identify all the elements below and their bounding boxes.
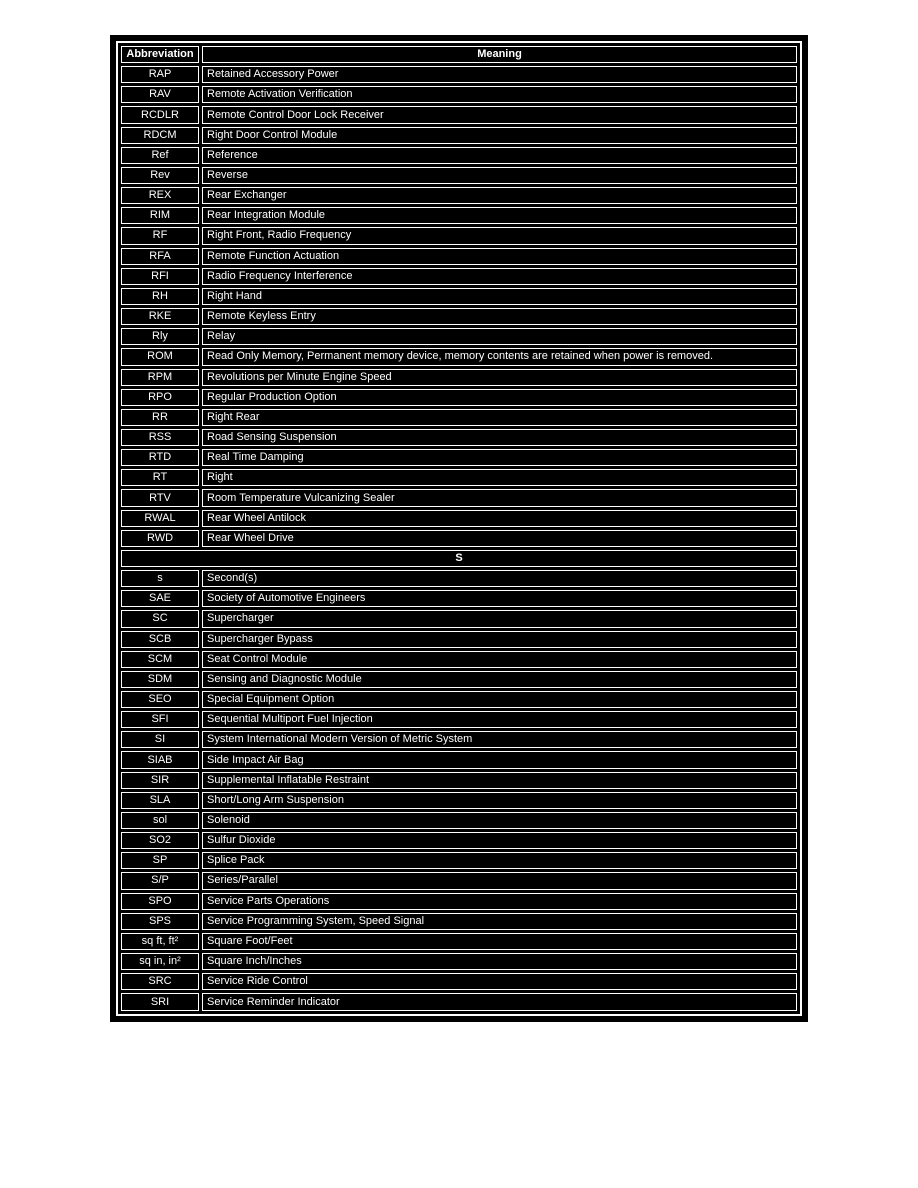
meaning-cell: Square Foot/Feet	[202, 933, 797, 950]
table-row	[121, 308, 797, 325]
meaning-cell: Series/Parallel	[202, 872, 797, 889]
meaning-cell: Real Time Damping	[202, 449, 797, 466]
meaning-cell: Rear Integration Module	[202, 207, 797, 224]
table-row	[121, 147, 797, 164]
abbreviation-cell: RPO	[121, 389, 199, 406]
meaning-cell: Right Door Control Module	[202, 127, 797, 144]
meaning-cell: Remote Control Door Lock Receiver	[202, 106, 797, 123]
meaning-cell: Sulfur Dioxide	[202, 832, 797, 849]
table-header-row	[121, 46, 797, 63]
abbreviation-cell: SI	[121, 731, 199, 748]
abbreviation-cell: RAV	[121, 86, 199, 103]
abbreviation-cell: SFI	[121, 711, 199, 728]
table-row	[121, 893, 797, 910]
abbreviation-cell: s	[121, 570, 199, 587]
abbreviation-cell: SIR	[121, 772, 199, 789]
table-row	[121, 610, 797, 627]
table-row	[121, 449, 797, 466]
meaning-cell: Radio Frequency Interference	[202, 268, 797, 285]
table-row	[121, 913, 797, 930]
table-row	[121, 631, 797, 648]
abbreviation-cell: Rev	[121, 167, 199, 184]
abbreviation-cell: RAP	[121, 66, 199, 83]
meaning-cell: Supplemental Inflatable Restraint	[202, 772, 797, 789]
abbreviation-cell: SC	[121, 610, 199, 627]
meaning-cell: Rear Wheel Antilock	[202, 510, 797, 527]
table-row	[121, 348, 797, 365]
table-row	[121, 328, 797, 345]
table-row	[121, 66, 797, 83]
meaning-cell: Reference	[202, 147, 797, 164]
meaning-cell: Splice Pack	[202, 852, 797, 869]
meaning-cell: Sensing and Diagnostic Module	[202, 671, 797, 688]
abbreviation-column-header: Abbreviation	[121, 46, 199, 63]
abbreviation-cell: Ref	[121, 147, 199, 164]
table-row	[121, 993, 797, 1011]
abbreviation-cell: RWD	[121, 530, 199, 547]
table-row	[121, 469, 797, 486]
table-row	[121, 832, 797, 849]
abbreviation-cell: SCM	[121, 651, 199, 668]
abbreviation-cell: RR	[121, 409, 199, 426]
abbreviation-cell: SPS	[121, 913, 199, 930]
table-row	[121, 530, 797, 547]
abbreviation-cell: sq ft, ft²	[121, 933, 199, 950]
table-row	[121, 671, 797, 688]
abbreviation-cell: sq in, in²	[121, 953, 199, 970]
table-row	[121, 187, 797, 204]
abbreviation-table	[116, 41, 802, 1016]
abbreviation-cell: SDM	[121, 671, 199, 688]
table-row	[121, 86, 797, 103]
meaning-cell: System International Modern Version of Metric System	[202, 731, 797, 748]
meaning-cell: Supercharger	[202, 610, 797, 627]
meaning-cell: Room Temperature Vulcanizing Sealer	[202, 489, 797, 506]
table-row	[121, 288, 797, 305]
table-row	[121, 852, 797, 869]
meaning-cell: Solenoid	[202, 812, 797, 829]
meaning-cell: Seat Control Module	[202, 651, 797, 668]
abbreviation-table-block	[110, 35, 808, 1022]
abbreviation-cell: RTD	[121, 449, 199, 466]
table-row	[121, 953, 797, 970]
abbreviation-cell: RFI	[121, 268, 199, 285]
section-header-cell: S	[121, 550, 797, 567]
table-row	[121, 772, 797, 789]
meaning-cell: Short/Long Arm Suspension	[202, 792, 797, 809]
table-row	[121, 711, 797, 728]
abbreviation-cell: RKE	[121, 308, 199, 325]
meaning-cell: Square Inch/Inches	[202, 953, 797, 970]
table-row	[121, 691, 797, 708]
meaning-cell: Read Only Memory, Permanent memory device, memory contents are retained when power is removed.	[202, 348, 797, 365]
meaning-cell: Service Reminder Indicator	[202, 993, 797, 1011]
abbreviation-cell: S/P	[121, 872, 199, 889]
table-row	[121, 510, 797, 527]
table-row	[121, 973, 797, 990]
abbreviation-cell: RWAL	[121, 510, 199, 527]
abbreviation-table-body	[121, 46, 797, 1011]
table-row	[121, 248, 797, 265]
table-row	[121, 812, 797, 829]
meaning-cell: Retained Accessory Power	[202, 66, 797, 83]
abbreviation-cell: ROM	[121, 348, 199, 365]
meaning-cell: Special Equipment Option	[202, 691, 797, 708]
abbreviation-cell: SO2	[121, 832, 199, 849]
meaning-cell: Remote Function Actuation	[202, 248, 797, 265]
abbreviation-cell: RSS	[121, 429, 199, 446]
meaning-cell: Remote Keyless Entry	[202, 308, 797, 325]
abbreviation-cell: RFA	[121, 248, 199, 265]
abbreviation-cell: SRC	[121, 973, 199, 990]
meaning-cell: Regular Production Option	[202, 389, 797, 406]
abbreviation-cell: SIAB	[121, 751, 199, 768]
abbreviation-cell: REX	[121, 187, 199, 204]
table-row	[121, 570, 797, 587]
table-row	[121, 933, 797, 950]
meaning-column-header: Meaning	[202, 46, 797, 63]
table-row	[121, 409, 797, 426]
table-row	[121, 489, 797, 506]
table-row	[121, 590, 797, 607]
table-row	[121, 389, 797, 406]
meaning-cell: Right Front, Radio Frequency	[202, 227, 797, 244]
table-row	[121, 872, 797, 889]
abbreviation-cell: SAE	[121, 590, 199, 607]
table-row	[121, 429, 797, 446]
abbreviation-cell: sol	[121, 812, 199, 829]
table-row	[121, 751, 797, 768]
abbreviation-cell: RH	[121, 288, 199, 305]
abbreviation-cell: RT	[121, 469, 199, 486]
meaning-cell: Reverse	[202, 167, 797, 184]
table-row	[121, 207, 797, 224]
table-row	[121, 127, 797, 144]
table-row	[121, 106, 797, 123]
abbreviation-cell: RPM	[121, 369, 199, 386]
abbreviation-cell: RIM	[121, 207, 199, 224]
meaning-cell: Sequential Multiport Fuel Injection	[202, 711, 797, 728]
abbreviation-cell: SRI	[121, 993, 199, 1011]
abbreviation-cell: RCDLR	[121, 106, 199, 123]
meaning-cell: Right Rear	[202, 409, 797, 426]
abbreviation-cell: RDCM	[121, 127, 199, 144]
table-row	[121, 731, 797, 748]
meaning-cell: Right	[202, 469, 797, 486]
section-row	[121, 550, 797, 567]
meaning-cell: Rear Exchanger	[202, 187, 797, 204]
meaning-cell: Revolutions per Minute Engine Speed	[202, 369, 797, 386]
abbreviation-cell: SEO	[121, 691, 199, 708]
abbreviation-cell: SPO	[121, 893, 199, 910]
meaning-cell: Side Impact Air Bag	[202, 751, 797, 768]
table-row	[121, 369, 797, 386]
abbreviation-cell: SLA	[121, 792, 199, 809]
table-row	[121, 268, 797, 285]
meaning-cell: Relay	[202, 328, 797, 345]
meaning-cell: Road Sensing Suspension	[202, 429, 797, 446]
table-row	[121, 167, 797, 184]
meaning-cell: Service Ride Control	[202, 973, 797, 990]
meaning-cell: Rear Wheel Drive	[202, 530, 797, 547]
abbreviation-cell: RTV	[121, 489, 199, 506]
table-row	[121, 651, 797, 668]
meaning-cell: Supercharger Bypass	[202, 631, 797, 648]
abbreviation-cell: RF	[121, 227, 199, 244]
meaning-cell: Right Hand	[202, 288, 797, 305]
abbreviation-cell: SP	[121, 852, 199, 869]
meaning-cell: Service Parts Operations	[202, 893, 797, 910]
table-row	[121, 792, 797, 809]
meaning-cell: Service Programming System, Speed Signal	[202, 913, 797, 930]
abbreviation-cell: Rly	[121, 328, 199, 345]
abbreviation-cell: SCB	[121, 631, 199, 648]
meaning-cell: Society of Automotive Engineers	[202, 590, 797, 607]
table-row	[121, 227, 797, 244]
meaning-cell: Remote Activation Verification	[202, 86, 797, 103]
meaning-cell: Second(s)	[202, 570, 797, 587]
